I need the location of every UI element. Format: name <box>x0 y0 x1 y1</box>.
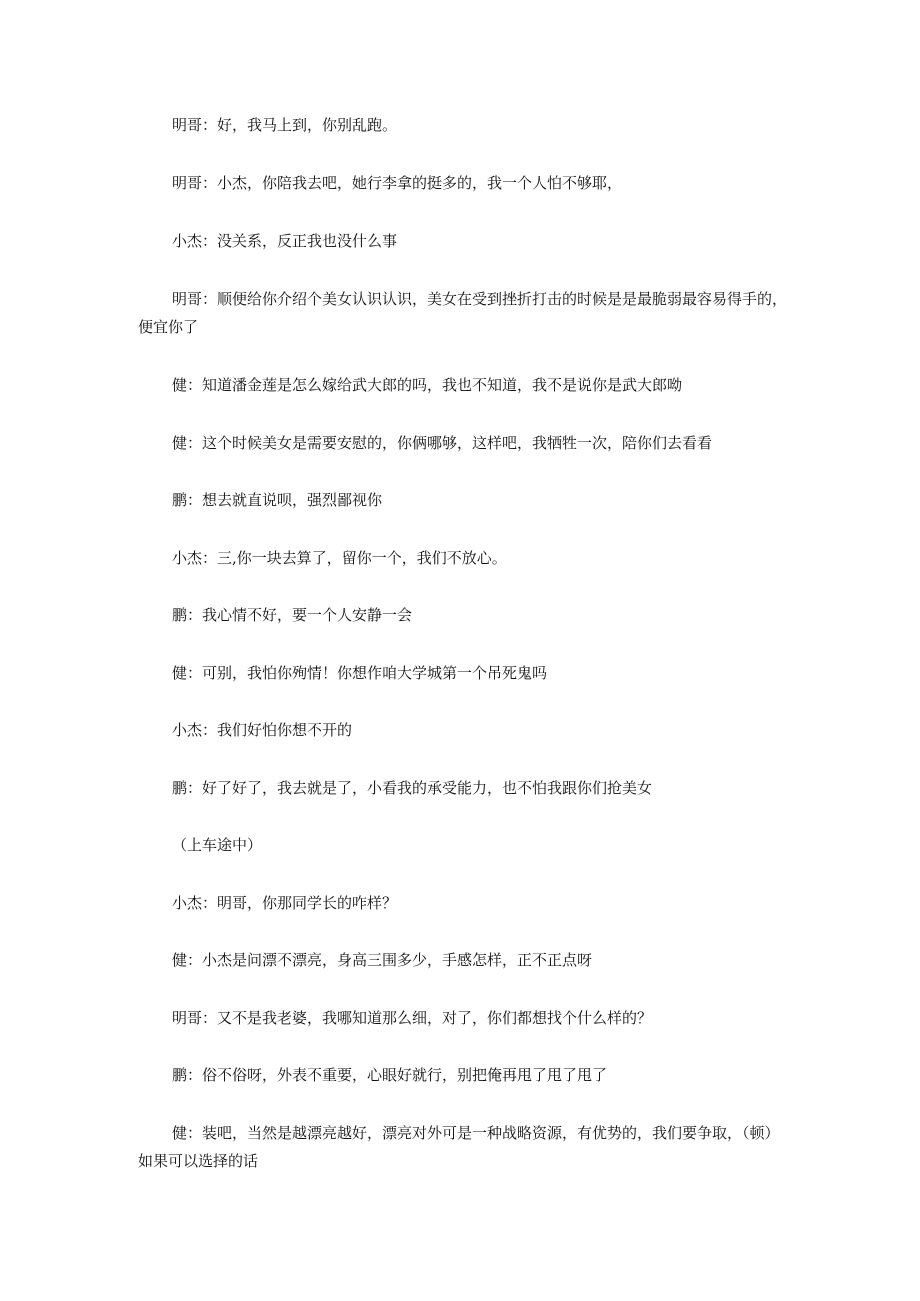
dialogue-line: 鹏：好了好了，我去就是了，小看我的承受能力，也不怕我跟你们抢美女 <box>172 779 653 797</box>
stage-direction: （上车途中） <box>172 836 263 854</box>
dialogue-line: 明哥：又不是我老婆，我哪知道那么细，对了，你们都想找个什么样的？ <box>172 1009 653 1027</box>
dialogue-line: 小杰：没关系，反正我也没什么事 <box>172 232 398 250</box>
dialogue-line: 小杰：三,你一块去算了，留你一个，我们不放心。 <box>172 549 507 567</box>
dialogue-line: 鹏：我心情不好，要一个人安静一会 <box>172 606 413 624</box>
dialogue-line: 小杰：明哥，你那同学长的咋样？ <box>172 894 398 912</box>
dialogue-line: 健：小杰是问漂不漂亮，身高三围多少，手感怎样，正不正点呀 <box>172 951 593 969</box>
dialogue-line: 明哥：顺便给你介绍个美女认识认识，美女在受到挫折打击的时候是是最脆弱最容易得手的，便宜你了 <box>138 290 788 336</box>
dialogue-line: 明哥：小杰，你陪我去吧，她行李拿的挺多的，我一个人怕不够耶， <box>172 174 623 192</box>
dialogue-line: 明哥：好，我马上到，你别乱跑。 <box>172 116 398 134</box>
dialogue-line: 鹏：想去就直说呗，强烈鄙视你 <box>172 491 383 509</box>
dialogue-line: 健：知道潘金莲是怎么嫁给武大郎的吗，我也不知道，我不是说你是武大郎呦 <box>172 376 683 394</box>
dialogue-line: 健：可别，我怕你殉情！你想作咱大学城第一个吊死鬼吗 <box>172 664 548 682</box>
dialogue-line: 健：这个时候美女是需要安慰的，你俩哪够，这样吧，我牺牲一次，陪你们去看看 <box>172 434 713 452</box>
dialogue-line: 健：装吧，当然是越漂亮越好，漂亮对外可是一种战略资源，有优势的，我们要争取，（顿）如果可以选择的话 <box>138 1124 780 1170</box>
dialogue-line: 鹏：俗不俗呀，外表不重要，心眼好就行，别把俺再甩了甩了甩了 <box>172 1066 608 1084</box>
dialogue-line: 小杰：我们好怕你想不开的 <box>172 721 353 739</box>
